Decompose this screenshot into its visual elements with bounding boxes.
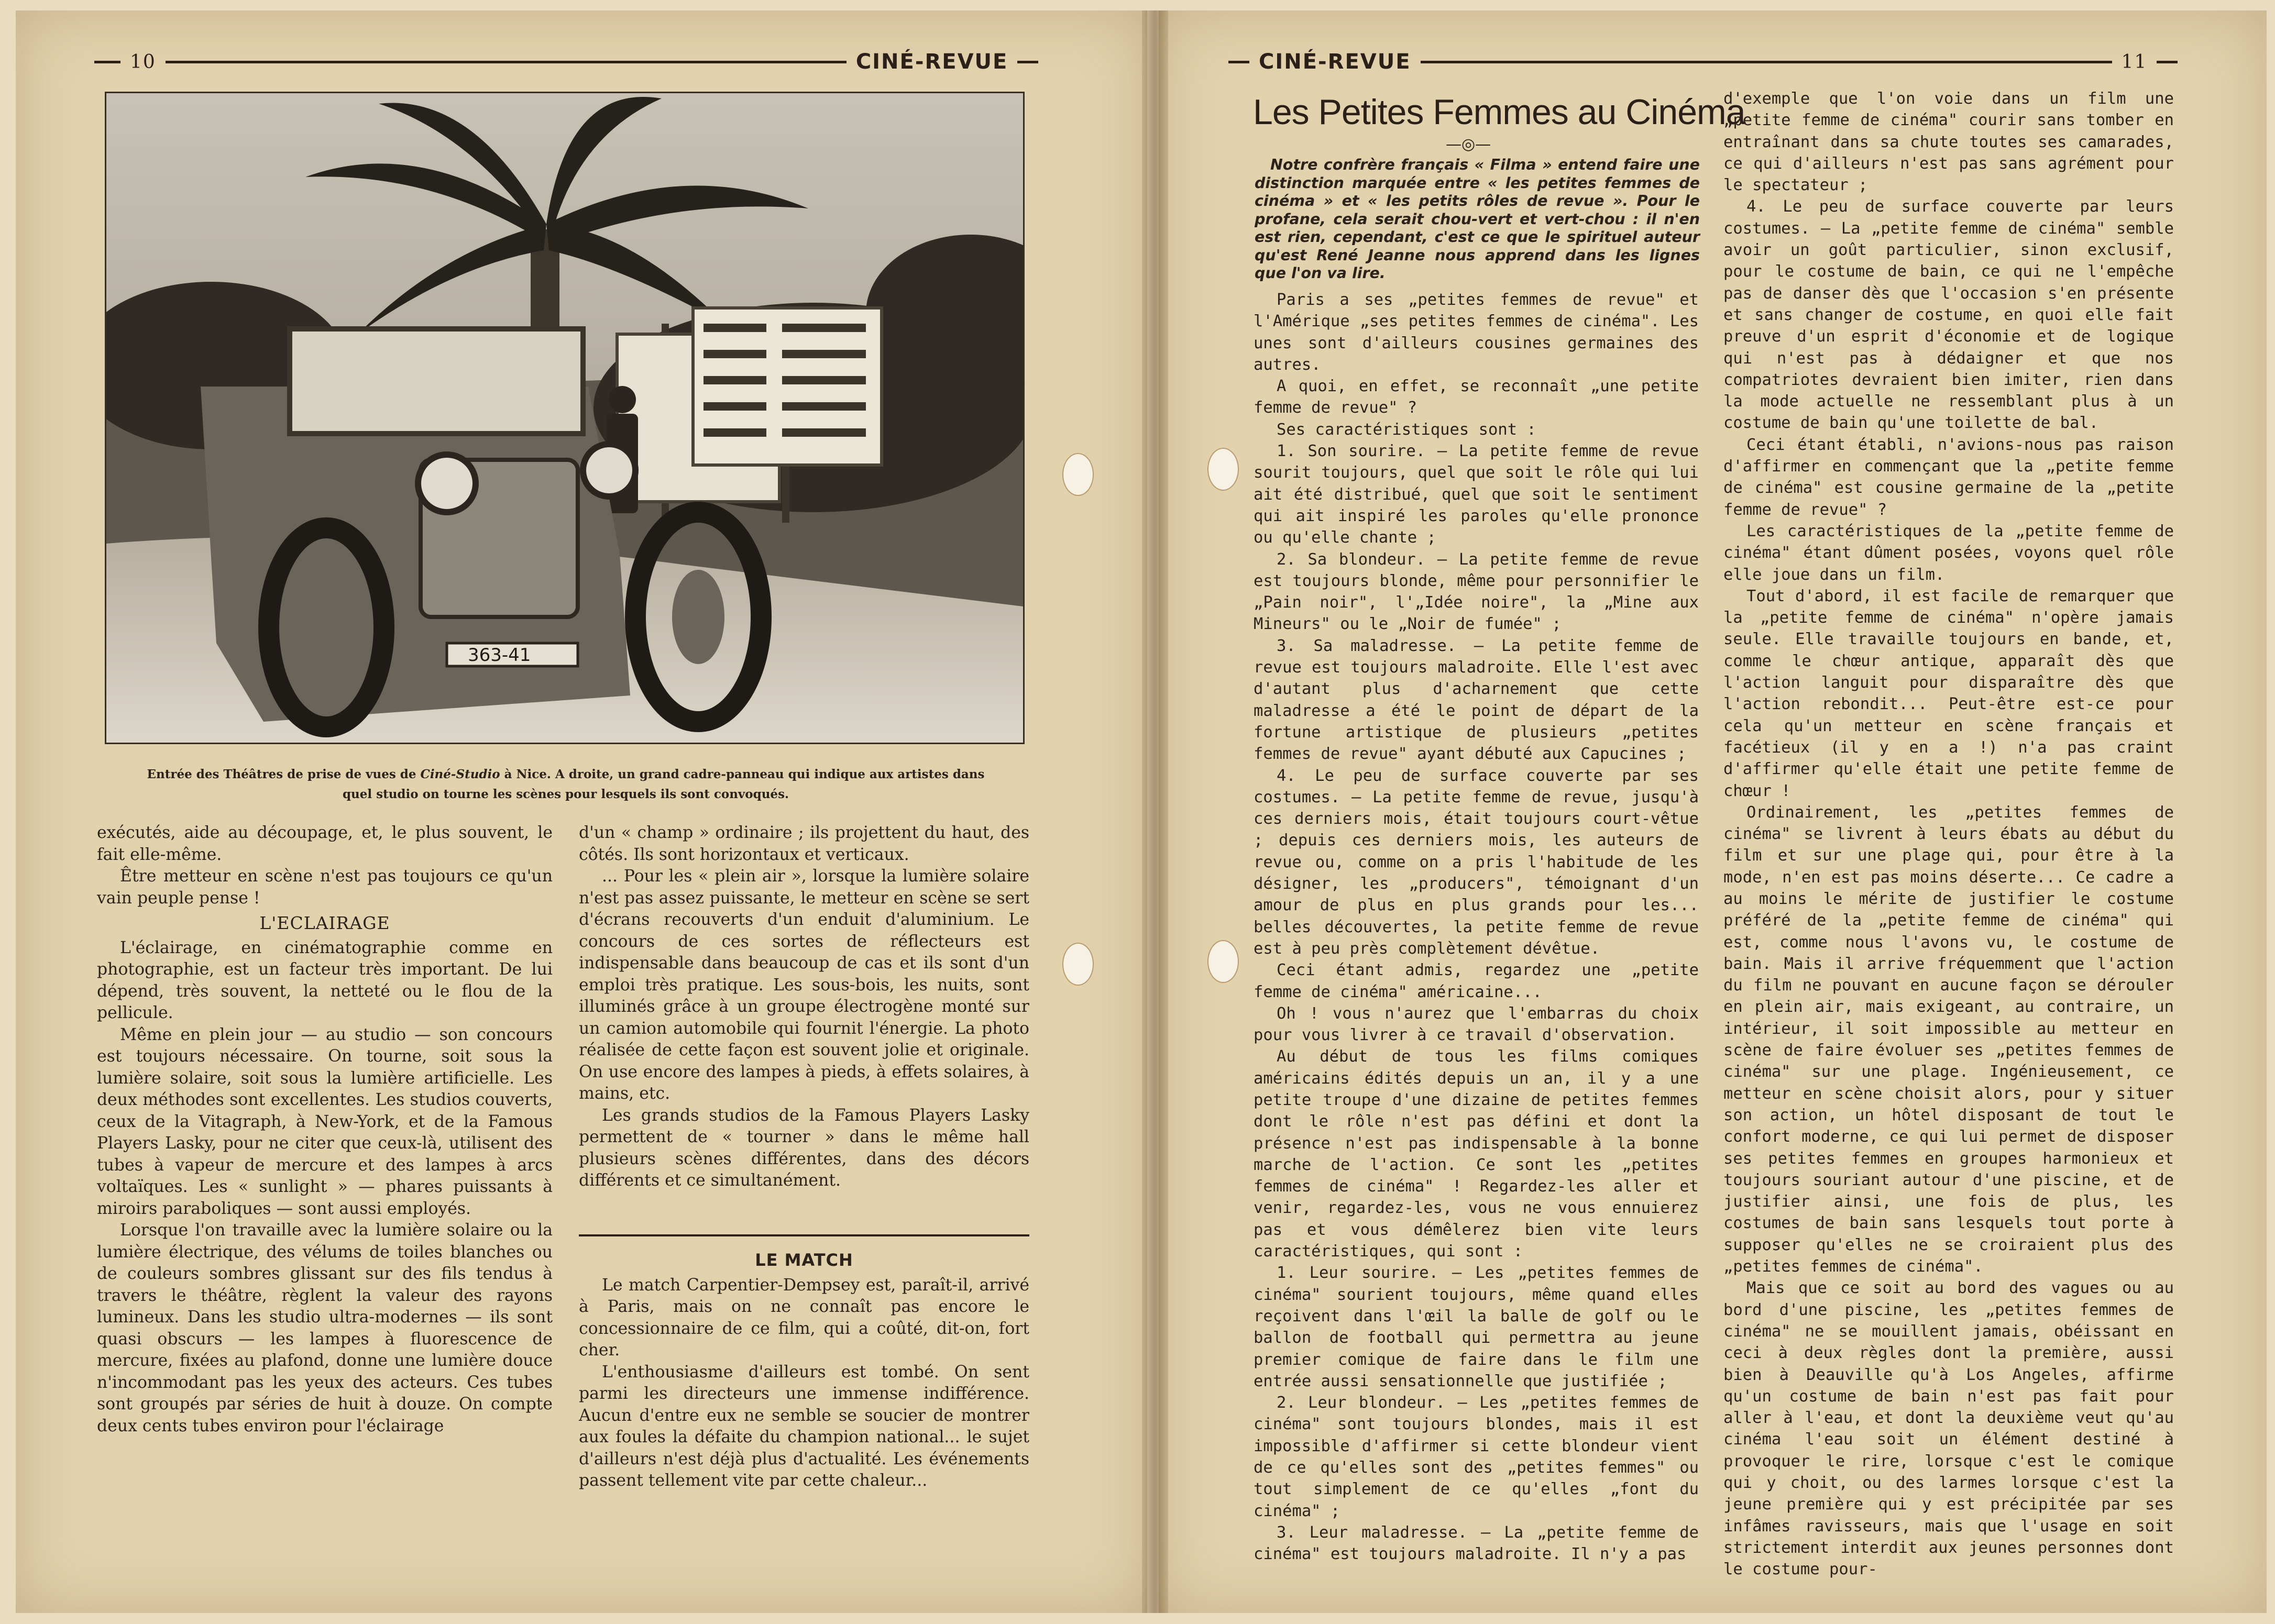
paragraph: Les grands studios de la Famous Players Lasky permettent de « tourner » dans le même hall plusieurs scènes différentes, dans des décors différents et ce simultanément.	[579, 1106, 1029, 1190]
article-intro	[1255, 156, 1700, 283]
paragraph: Mais que ce soit au bord des vagues ou au bord d'une piscine, les „petites femmes de cinéma" ne se mouillent jamais, obéissant en ceci à deux règles dont la première, aussi bien à Deauville qu'à Los Angeles, affirme qu'un costume de bain n'est pas fait pour aller à l'eau, et dont la deuxième veut qu'au cinéma l'eau soit un élément destiné à provoquer le rire, lorsque c'est le comique qui y choit, ou des larmes lorsque c'est la jeune première qui y est précipitée par ses infâmes ravisseurs, mais que l'usage en soit strictement interdit aux jeunes personnes dont le costume pour-	[1723, 1279, 2174, 1579]
caption-text-1: Entrée des Théâtres de prise de vues de	[147, 767, 421, 781]
rule	[94, 61, 120, 63]
right-running-head	[1228, 50, 2178, 74]
plate-number: 363-41	[468, 645, 531, 666]
paragraph: Au début de tous les films comiques américains édités depuis un an, il y a une petite troupe d'une dizaine de petites femmes dont le rôle n'est pas défini et dont la présence n'est pas indispensable à la bonne marche de l'action. Ce sont les „petites femmes de cinéma" ! Regardez-les aller et venir, regardez-les, vous ne vous ennuierez pas et vous démêlerez bien vite leurs caractéristiques, qui sont :	[1254, 1047, 1699, 1261]
paragraph: Ceci étant admis, regardez une „petite femme de cinéma" américaine...	[1254, 961, 1699, 1001]
caption-italic: Ciné-Studio	[420, 767, 500, 781]
paragraph: 4. Le peu de surface couverte par leurs costumes. — La „petite femme de cinéma" semble avoir un goût particulier, sinon exclusif, pour le costume de bain, ce qui ne l'empêche pas de danser dès que l'occasion s'en présente et sans changer de costume, en quoi elle fait preuve d'un esprit d'économie et de logique qui n'est pas à dédaigner et que nos compatriotes devraient bien imiter, rien dans la mode actuelle ne ressemblant plus à un costume de bain qu'une toilette de bal.	[1723, 197, 2174, 433]
photo-caption	[136, 765, 995, 804]
paragraph: 2. Leur blondeur. — Les „petites femmes de cinéma" sont toujours blondes, mais il est impossible d'affirmer si cette blondeur vient de ce qu'elles sont des „petites femmes" ou tout simplement de ce qu'elles „font du cinéma" ;	[1254, 1394, 1699, 1520]
paragraph: 2. Sa blondeur. — La petite femme de revue est toujours blonde, même pour personnifier le „Pain noir", l'„Idée noire", la „Mine aux Mineurs" ou le „Noir de fumée" ;	[1254, 550, 1699, 634]
paragraph: A quoi, en effet, se reconnaît „une petite femme de revue" ?	[1254, 377, 1699, 417]
paragraph: L'enthousiasme d'ailleurs est tombé. On sent parmi les directeurs une immense indifférence. Aucun d'entre eux ne semble se soucier de montrer aux foules la défaite du champion national... le sujet d'ailleurs n'est déjà plus d'actualité. Les événements passent tellement vite par cette chaleur...	[579, 1362, 1029, 1490]
paragraph: L'éclairage, en cinématographie comme en photographie, est un facteur très important. De lui dépend, très souvent, la netteté ou le flou de la pellicule.	[97, 938, 553, 1022]
paragraph: Le match Carpentier-Dempsey est, paraît-il, arrivé à Paris, mais on ne connaît pas encore le concessionnaire de ce film, qui a coûté, dit-on, fort cher.	[579, 1275, 1029, 1360]
photo-illustration	[106, 93, 1023, 743]
paragraph: Ses caractéristiques sont :	[1277, 420, 1536, 439]
paragraph: 3. Leur maladresse. — La „petite femme de cinéma" est toujours maladroite. Il n'y a pas	[1254, 1523, 1699, 1564]
paragraph: Lorsque l'on travaille avec la lumière solaire ou la lumière électrique, des vélums de toiles blanches ou de couleurs sombres glissant sur des fils tendus à travers le théâtre, règlent la valeur des rayons lumineux. Dans les studio ultra-modernes — ils sont quasi obscurs — les lampes à fluorescence de mercure, fixées au plafond, donne une lumière douce n'incommodant pas les yeux des acteurs. Ces tubes sont groupés par séries de huit à douze. On compte deux cents tubes environ pour l'éclairage	[97, 1221, 553, 1435]
intro-text: Notre confrère français « Filma » entend faire une distinction marquée entre « les petites femmes de cinéma » et « les petits rôles de revue ». Pour le profane, cela serait chou-vert et vert-chou : il n'en est rien, cependant, c'est ce que le spirituel auteur qu'est René Jeanne nous apprend dans les lignes que l'on va lire.	[1255, 156, 1700, 282]
binding-gutter	[1142, 10, 1168, 1613]
article-title: Les Petites Femmes au Cinéma	[1253, 92, 1745, 132]
page-number: 11	[2121, 51, 2148, 73]
title-ornament: —◎—	[1446, 135, 1491, 153]
rule	[166, 61, 847, 63]
paragraph: 4. Le peu de surface couverte par ses costumes. — La petite femme de revue, jusqu'à ces derniers mois, était toujours court-vêtue ; depuis ces derniers mois, les auteurs de revue ou, comme on a pris l'habitude de les désigner, les „producers", témoignant d'un amour de plus en plus grands pour les... belles découvertes, la petite femme de revue est à peu près complètement dévêtue.	[1254, 766, 1699, 958]
paragraph: Ceci étant établi, n'avions-nous pas raison d'affirmer en commençant que la „petite femme de cinéma" est cousine germaine de la „petite femme de revue" ?	[1723, 435, 2174, 519]
paragraph: Oh ! vous n'aurez que l'embarras du choix pour vous livrer à ce travail d'observation.	[1254, 1004, 1699, 1045]
left-column-1	[97, 822, 553, 1437]
section-heading-eclairage: L'ECLAIRAGE	[259, 913, 390, 933]
right-column-1	[1254, 289, 1699, 1565]
paragraph: ... Pour les « plein air », lorsque la lumière solaire n'est pas assez puissante, le metteur en scène se sert d'écrans recouverts d'un enduit d'aluminium. Le concours de ces sortes de réflecteurs est indispensable dans beaucoup de cas et ils sont d'un emploi très pratique. Les sous-bois, les nuits, sont illuminés grâce à un groupe électrogène monté sur un camion automobile qui fournit l'énergie. La photo réalisée de cette façon est souvent jolie et originale. On use encore des lampes à pieds, à effets solaires, à mains, etc.	[579, 867, 1029, 1103]
paragraph: Même en plein jour — au studio — son concours est toujours nécessaire. On tourne, soit sous la lumière solaire, soit sous la lumière artificielle. Les deux méthodes sont excellentes. Les studios couverts, ceux de la Vitagraph, à New-York, et de la Famous Players Lasky, pour ne citer que ceux-là, utilisent des tubes à vapeur de mercure et des lampes à arcs voltaïques. Les « sunlight » — phares puissants à miroirs paraboliques — sont aussi employés.	[97, 1025, 553, 1218]
paragraph: 1. Leur sourire. — Les „petites femmes de cinéma" sourient toujours, même quand elles reçoivent dans l'œil la balle de golf ou le ballon de football qui permettra au jeune premier comique de faire dans le film une entrée aussi sensationnelle que justifiée ;	[1254, 1264, 1699, 1390]
section-heading-match: LE MATCH	[755, 1250, 853, 1270]
paragraph: exécutés, aide au découpage, et, le plus souvent, le fait elle-même.	[97, 823, 553, 864]
binding-hole	[1207, 940, 1239, 983]
rule	[1228, 61, 1249, 63]
rule	[2157, 61, 2178, 63]
binding-hole	[1207, 448, 1239, 491]
journal-title: CINÉ-REVUE	[1259, 50, 1411, 74]
binding-hole	[1062, 943, 1094, 986]
paragraph: d'exemple que l'on voie dans un film une „petite femme de cinéma" courir sans tomber en entraînant dans sa chute toutes ses camarades, ce qui d'ailleurs n'est pas sans agrément pour le spectateur ;	[1723, 90, 2174, 195]
paragraph: d'un « champ » ordinaire ; ils projettent du haut, des côtés. Ils sont horizontaux et verticaux.	[579, 823, 1029, 864]
paragraph: Les caractéristiques de la „petite femme de cinéma" étant dûment posées, voyons quel rôle elle joue dans un film.	[1723, 522, 2174, 584]
paragraph: Être metteur en scène n'est pas toujours ce qu'un vain peuple pense !	[97, 867, 553, 908]
left-running-head	[94, 50, 1038, 74]
section-divider	[579, 1234, 1029, 1236]
paragraph: Ordinairement, les „petites femmes de cinéma" se livrent à leurs ébats au début du film et sur une plage qui, pour être à la mode, n'en est pas moins déserte... Ce cadre a au moins le mérite de justifier le costume préféré de la „petite femme de cinéma" qui est, comme nous l'avons vu, le costume de bain. Mais il arrive fréquemment que l'action du film ne pouvant en aucune façon se dérouler en plein air, mais exigeant, au contraire, un intérieur, il soit impossible au metteur en scène de faire évoluer ses „petites femmes de cinéma" sur une plage. Ingénieusement, ce metteur en scène choisit alors, pour y situer son action, un hôtel disposant de tout le confort moderne, ce qui lui permet de disposer ses petites femmes en groupes harmonieux et toujours souriant autour d'une piscine, et de justifier ainsi, une fois de plus, les costumes de bain sans lesquels tout porte à supposer qu'elles ne se croiraient plus des „petites femmes de cinéma".	[1723, 803, 2174, 1276]
rule	[1421, 61, 2112, 63]
journal-title: CINÉ-REVUE	[855, 50, 1008, 74]
paragraph: 1. Son sourire. — La petite femme de revue sourit toujours, quel que soit le rôle qui lui ait été distribué, quel que soit le sentiment qui ait inspiré les paroles qu'elle prononce ou qu'elle chante ;	[1254, 442, 1699, 547]
paragraph: Paris a ses „petites femmes de revue" et l'Amérique „ses petites femmes de cinéma". Les unes sont d'ailleurs cousines germaines des autres.	[1254, 291, 1699, 374]
binding-hole	[1062, 453, 1094, 496]
caption-text-2: à Nice. A droite, un grand cadre-panneau qui indique aux artistes dans quel studio on tourne les scènes pour lesquels ils sont convoqués.	[342, 767, 985, 801]
left-column-2	[579, 822, 1029, 1192]
left-column-2-match	[579, 1246, 1029, 1492]
rule	[1017, 61, 1038, 63]
page-number: 10	[130, 51, 156, 73]
right-column-2	[1723, 88, 2174, 1580]
paragraph: 3. Sa maladresse. — La petite femme de revue est toujours maladroite. Elle l'est avec d'autant plus d'acharnement que cette maladresse a été le point de départ de la fortune artistique de plusieurs „petites femmes de revue" ayant débuté aux Capucines ;	[1254, 636, 1699, 764]
studio-entrance-photo	[105, 92, 1025, 744]
paragraph: Tout d'abord, il est facile de remarquer que la „petite femme de cinéma" n'opère jamais seule. Elle travaille toujours en bande, et, comme le chœur antique, apparaît dès que l'action languit pour disparaître dès que l'action rebondit... Peut-être est-ce pour cela qu'un metteur en scène français et facétieux (il y en a !) n'a pas craint d'affirmer qu'elle était une petite femme de chœur !	[1723, 587, 2174, 800]
